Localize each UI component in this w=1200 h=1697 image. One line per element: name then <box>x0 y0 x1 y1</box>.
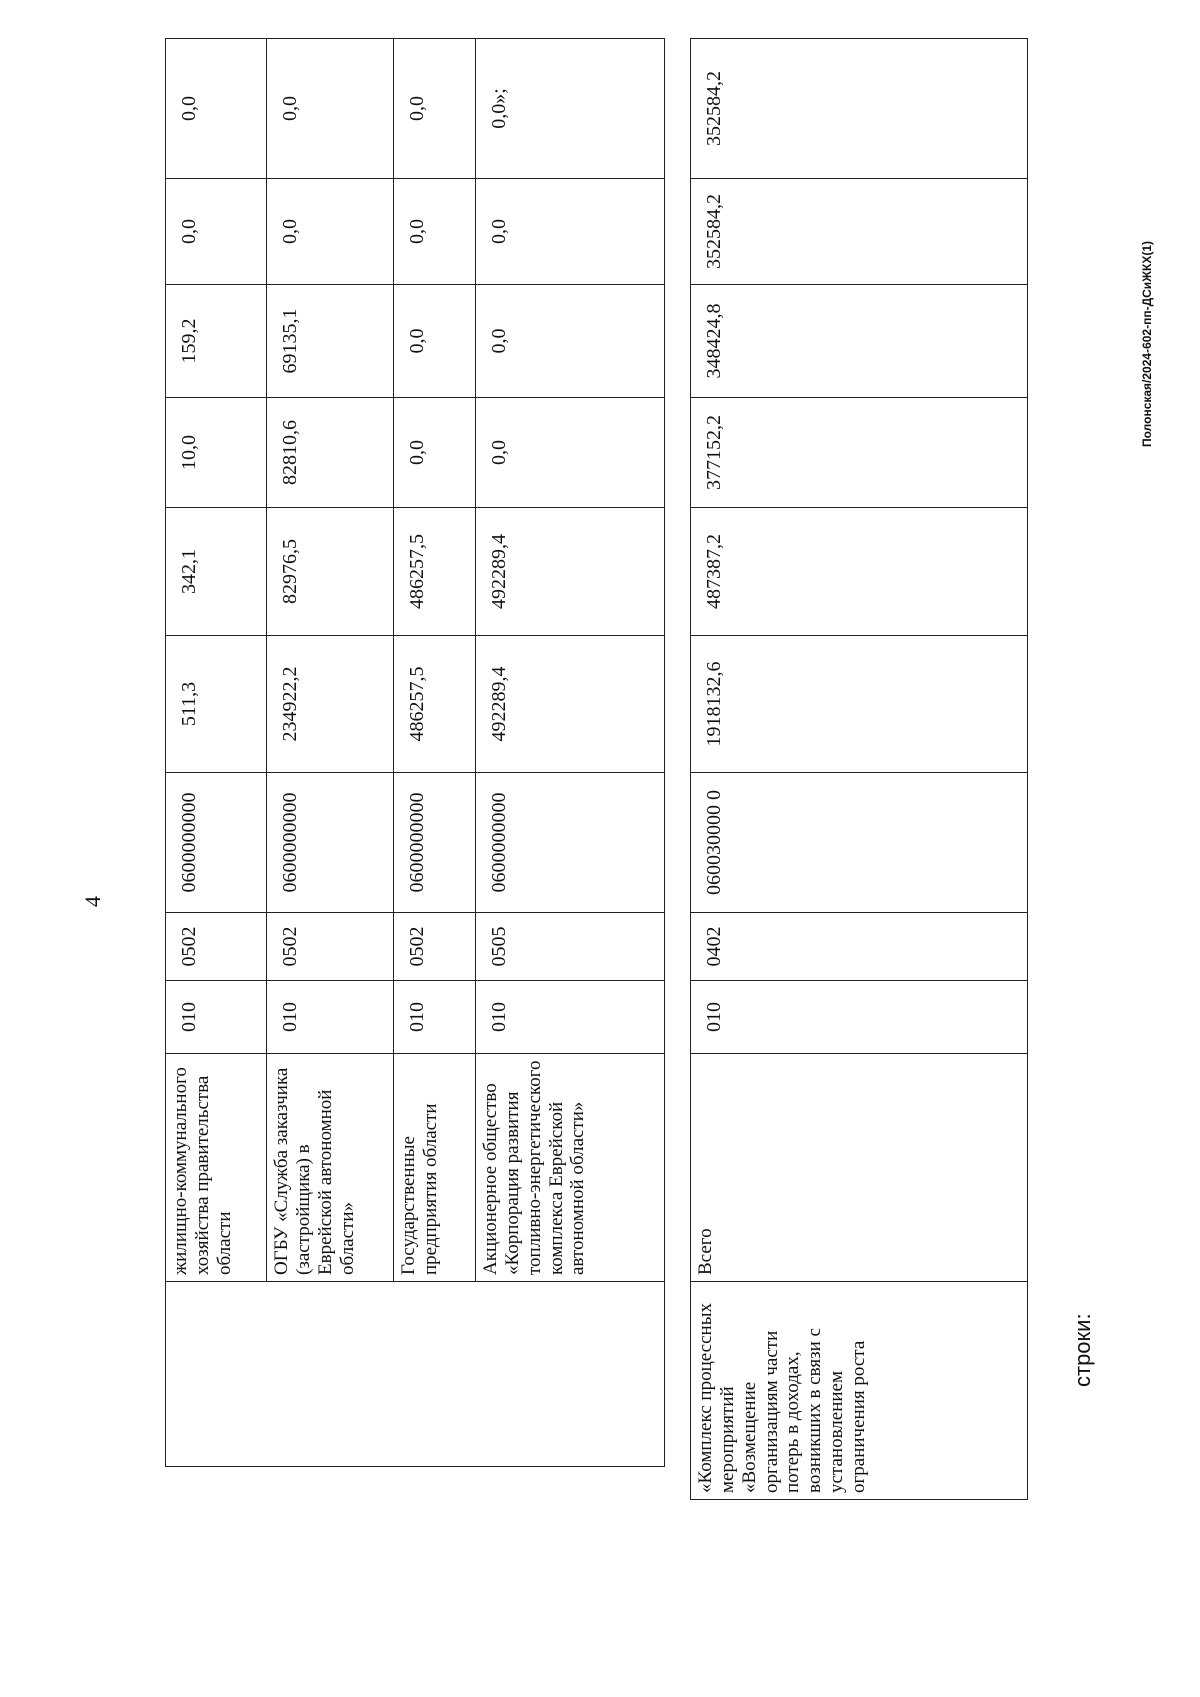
value-cell: 348424,8 <box>691 285 1028 398</box>
page-number: 4 <box>80 896 105 907</box>
value-cell: 0,0»; <box>476 39 665 179</box>
code-cell: 0600000000 <box>476 773 665 913</box>
code-cell: 0402 <box>691 913 1028 981</box>
value-cell: 0,0 <box>394 398 476 508</box>
value-cell: 82976,5 <box>267 508 394 636</box>
code-cell: 010 <box>166 981 267 1054</box>
value-cell: 352584,2 <box>691 39 1028 179</box>
value-cell: 10,0 <box>166 398 267 508</box>
program-title: «Комплекс процессных мероприятий «Возмещение организациям части потерь в доходах, возникших в связи с установлением ограничения роста <box>691 1282 1028 1500</box>
value-cell: 487387,2 <box>691 508 1028 636</box>
recipient-name: Государственные предприятия области <box>394 1054 476 1282</box>
table-row <box>267 39 394 1467</box>
code-cell: 010 <box>267 981 394 1054</box>
code-cell: 0600000000 <box>166 773 267 913</box>
value-cell: 159,2 <box>166 285 267 398</box>
recipient-name: Всего <box>691 1054 1028 1282</box>
value-cell: 486257,5 <box>394 508 476 636</box>
code-cell: 0600000000 <box>394 773 476 913</box>
value-cell: 0,0 <box>166 179 267 285</box>
value-cell: 0,0 <box>166 39 267 179</box>
value-cell: 486257,5 <box>394 636 476 773</box>
code-cell: 0502 <box>267 913 394 981</box>
merged-title-cell <box>166 1282 665 1467</box>
value-cell: 377152,2 <box>691 398 1028 508</box>
table-row <box>476 39 665 1467</box>
code-cell: 010 <box>691 981 1028 1054</box>
value-cell: 0,0 <box>267 39 394 179</box>
value-cell: 69135,1 <box>267 285 394 398</box>
value-cell: 492289,4 <box>476 508 665 636</box>
value-cell: 492289,4 <box>476 636 665 773</box>
value-cell: 0,0 <box>476 398 665 508</box>
value-cell: 352584,2 <box>691 179 1028 285</box>
value-cell: 0,0 <box>476 285 665 398</box>
code-cell: 0505 <box>476 913 665 981</box>
value-cell: 82810,6 <box>267 398 394 508</box>
table-row <box>166 39 267 1467</box>
code-cell: 0502 <box>166 913 267 981</box>
value-cell: 234922,2 <box>267 636 394 773</box>
value-cell: 0,0 <box>394 285 476 398</box>
value-cell: 511,3 <box>166 636 267 773</box>
budget-table-continued <box>690 38 1028 1500</box>
value-cell: 0,0 <box>267 179 394 285</box>
recipient-name: ОГБУ «Служба заказчика (застройщика) в Еврейской автономной области» <box>267 1054 394 1282</box>
strings-label: строки: <box>1070 1313 1095 1387</box>
table-row <box>691 39 1028 1500</box>
document-code: Полонская/2024-602-пп-ДСиЖКХ(1) <box>1140 240 1154 447</box>
value-cell: 342,1 <box>166 508 267 636</box>
value-cell: 1918132,6 <box>691 636 1028 773</box>
code-cell: 060030000 0 <box>691 773 1028 913</box>
code-cell: 010 <box>394 981 476 1054</box>
recipient-name: жилищно-коммунального хозяйства правительства области <box>166 1054 267 1282</box>
code-cell: 0600000000 <box>267 773 394 913</box>
recipient-name: Акционерное общество «Корпорация развития топливно-энергетического комплекса Еврейской автономной области» <box>476 1054 665 1282</box>
value-cell: 0,0 <box>394 179 476 285</box>
table-row <box>394 39 476 1467</box>
code-cell: 010 <box>476 981 665 1054</box>
value-cell: 0,0 <box>476 179 665 285</box>
budget-table <box>165 38 665 1467</box>
code-cell: 0502 <box>394 913 476 981</box>
value-cell: 0,0 <box>394 39 476 179</box>
